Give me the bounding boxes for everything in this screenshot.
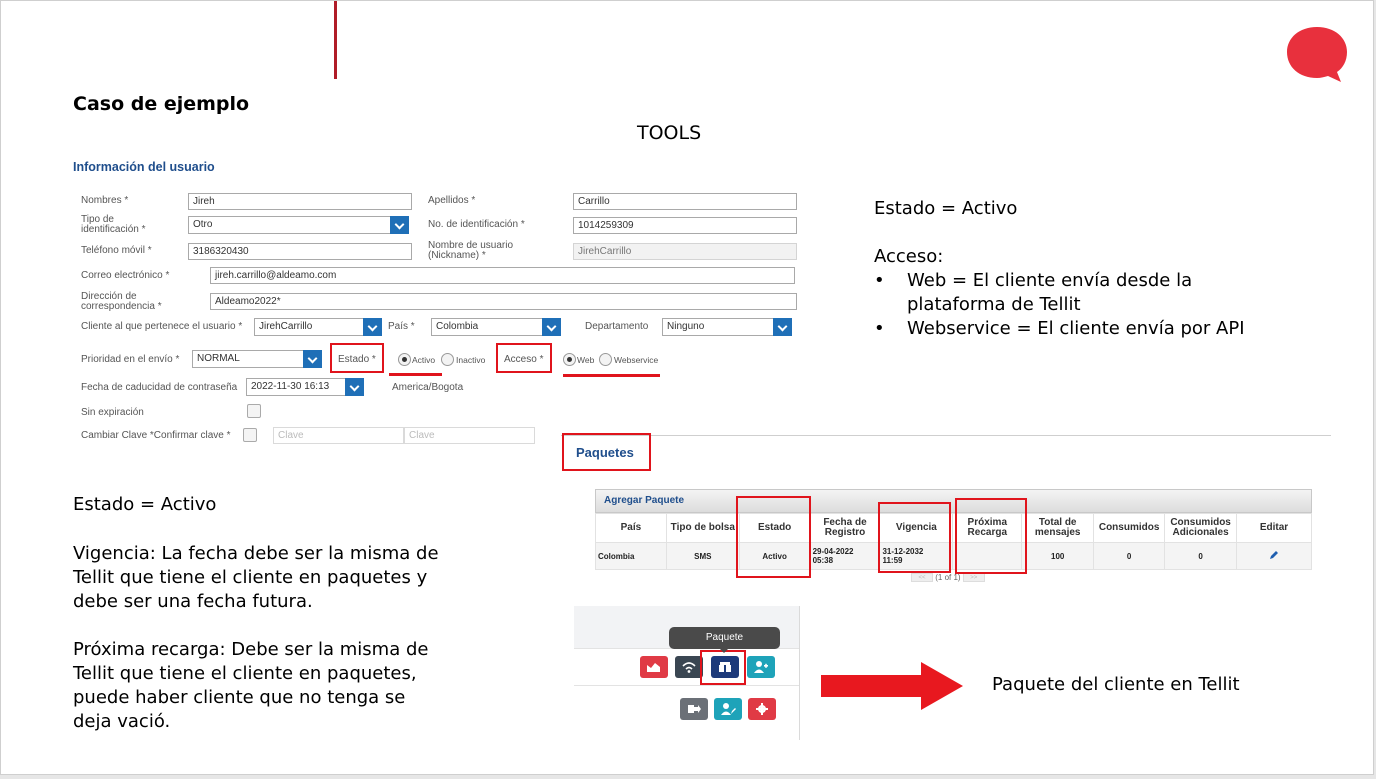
estado-col-highlight-box bbox=[736, 496, 811, 578]
cell-adicionales: 0 bbox=[1165, 543, 1237, 570]
paquete-button-highlight-box bbox=[700, 650, 746, 685]
chevron-down-icon bbox=[303, 350, 322, 368]
left-note-vigencia-3: debe ser una fecha futura. bbox=[73, 591, 313, 612]
departamento-value: Ninguno bbox=[667, 321, 705, 332]
prioridad-value: NORMAL bbox=[197, 353, 240, 364]
left-note-proxima-1: Próxima recarga: Debe ser la misma de bbox=[73, 639, 429, 660]
bullet: • bbox=[874, 270, 885, 291]
fecha-caducidad-label: Fecha de caducidad de contraseña bbox=[81, 382, 238, 393]
edit-user-button[interactable] bbox=[714, 698, 742, 720]
column-header: País bbox=[596, 514, 667, 543]
logout-icon bbox=[686, 702, 702, 716]
bullet: • bbox=[874, 318, 885, 339]
left-note-vigencia-2: Tellit que tiene el cliente en paquetes y bbox=[73, 567, 428, 588]
cell-estado: Activo bbox=[739, 543, 810, 570]
departamento-label: Departamento bbox=[585, 321, 649, 332]
column-header: Total de mensajes bbox=[1022, 514, 1094, 543]
acceso-underline bbox=[563, 374, 660, 377]
paquetes-table bbox=[595, 513, 1312, 570]
chevron-down-icon bbox=[363, 318, 382, 336]
action-buttons-panel bbox=[574, 606, 800, 734]
gear-icon bbox=[754, 702, 770, 716]
right-arrow-icon bbox=[821, 662, 963, 710]
cell-vigencia: 31-12-2032 11:59 bbox=[880, 543, 953, 570]
acceso-web-label: Web bbox=[577, 355, 595, 365]
speech-bubble-logo-icon bbox=[1285, 25, 1349, 83]
acceso-label: Acceso * bbox=[504, 354, 544, 365]
chart-button[interactable] bbox=[640, 656, 668, 678]
correo-input[interactable]: jireh.carrillo@aldeamo.com bbox=[210, 267, 795, 284]
cell-pais: Colombia bbox=[596, 543, 667, 570]
logout-button[interactable] bbox=[680, 698, 708, 720]
left-note-proxima-4: deja vació. bbox=[73, 711, 171, 732]
right-note-webservice: Webservice = El cliente envía por API bbox=[907, 318, 1245, 339]
pais-select[interactable] bbox=[431, 318, 561, 336]
pager-prev-button[interactable]: << bbox=[911, 573, 933, 582]
acceso-web-radio[interactable] bbox=[563, 353, 576, 366]
column-header: Próxima Recarga bbox=[953, 514, 1022, 543]
sin-expiracion-label: Sin expiración bbox=[81, 407, 144, 418]
arrow-caption: Paquete del cliente en Tellit bbox=[992, 674, 1240, 695]
tipo-id-value: Otro bbox=[193, 219, 213, 230]
chevron-down-icon bbox=[345, 378, 364, 396]
correo-label: Correo electrónico * bbox=[81, 270, 170, 281]
apellidos-label: Apellidos * bbox=[428, 195, 476, 206]
cell-total: 100 bbox=[1022, 543, 1094, 570]
clave-input[interactable]: Clave bbox=[273, 427, 404, 444]
wifi-button[interactable] bbox=[675, 656, 703, 678]
edit-user-icon bbox=[720, 702, 736, 716]
cell-fecha-registro: 29-04-2022 05:38 bbox=[810, 543, 880, 570]
vigencia-col-highlight-box bbox=[878, 502, 951, 573]
chart-icon bbox=[646, 660, 662, 674]
column-header: Fecha de Registro bbox=[810, 514, 880, 543]
panel-vertical-separator bbox=[799, 606, 800, 740]
prioridad-select[interactable] bbox=[192, 350, 322, 368]
estado-inactivo-label: Inactivo bbox=[456, 355, 486, 365]
acceso-webservice-radio[interactable] bbox=[599, 353, 612, 366]
slide-title: Caso de ejemplo bbox=[73, 93, 250, 115]
cell-consumidos: 0 bbox=[1094, 543, 1165, 570]
pais-label: País * bbox=[388, 321, 415, 332]
prioridad-label: Prioridad en el envío * bbox=[81, 354, 180, 365]
cliente-label: Cliente al que pertenece el usuario * bbox=[81, 321, 243, 332]
left-note-vigencia-1: Vigencia: La fecha debe ser la misma de bbox=[73, 543, 439, 564]
table-header-row bbox=[596, 514, 1312, 543]
chevron-down-icon bbox=[542, 318, 561, 336]
column-header: Vigencia bbox=[880, 514, 953, 543]
fecha-caducidad-picker[interactable] bbox=[246, 378, 364, 396]
sin-expiracion-checkbox[interactable] bbox=[247, 404, 261, 418]
cambiar-clave-checkbox[interactable] bbox=[243, 428, 257, 442]
table-row bbox=[596, 543, 1312, 570]
right-note-web-1: Web = El cliente envía desde la bbox=[907, 270, 1193, 291]
paquetes-title: Paquetes bbox=[576, 445, 634, 460]
chevron-down-icon bbox=[390, 216, 409, 234]
estado-underline bbox=[389, 373, 442, 376]
cliente-select[interactable] bbox=[254, 318, 382, 336]
column-header: Consumidos bbox=[1094, 514, 1165, 543]
column-header: Editar bbox=[1237, 514, 1312, 543]
left-note-proxima-2: Tellit que tiene el cliente en paquetes, bbox=[73, 663, 417, 684]
settings-button[interactable] bbox=[748, 698, 776, 720]
paquete-tooltip: Paquete bbox=[669, 627, 780, 649]
paquetes-divider bbox=[561, 435, 1331, 436]
no-id-label: No. de identificación * bbox=[428, 219, 525, 230]
panel-separator bbox=[574, 685, 800, 686]
estado-inactivo-radio[interactable] bbox=[441, 353, 454, 366]
nombres-label: Nombres * bbox=[81, 195, 129, 206]
direccion-label-2: correspondencia * bbox=[81, 301, 162, 312]
estado-activo-radio[interactable] bbox=[398, 353, 411, 366]
telefono-label: Teléfono móvil * bbox=[81, 245, 152, 256]
direccion-label-1: Dirección de bbox=[81, 291, 137, 302]
estado-activo-label: Activo bbox=[412, 355, 436, 365]
tipo-id-label-1: Tipo de bbox=[81, 214, 114, 225]
add-user-icon bbox=[753, 660, 769, 674]
tipo-id-label-2: identificación * bbox=[81, 224, 146, 235]
right-note-estado: Estado = Activo bbox=[874, 198, 1018, 219]
divider-line bbox=[334, 1, 337, 79]
slide-subtitle: TOOLS bbox=[637, 122, 702, 144]
right-note-web-2: plataforma de Tellit bbox=[907, 294, 1081, 315]
departamento-select[interactable] bbox=[662, 318, 792, 336]
confirmar-clave-input[interactable]: Clave bbox=[404, 427, 535, 444]
estado-label: Estado * bbox=[338, 354, 376, 365]
form-section-title: Información del usuario bbox=[73, 160, 215, 174]
chevron-down-icon bbox=[773, 318, 792, 336]
pais-value: Colombia bbox=[436, 321, 479, 332]
pager-text: (1 of 1) bbox=[935, 573, 961, 582]
right-note-acceso: Acceso: bbox=[874, 246, 944, 267]
apellidos-input[interactable]: Carrillo bbox=[573, 193, 797, 210]
table-pager bbox=[911, 573, 985, 582]
agregar-paquete-bar bbox=[595, 489, 1312, 513]
telefono-input[interactable]: 3186320430 bbox=[188, 243, 412, 260]
nickname-input: JirehCarrillo bbox=[573, 243, 797, 260]
cell-tipo: SMS bbox=[666, 543, 739, 570]
nombres-input[interactable]: Jireh bbox=[188, 193, 412, 210]
proxima-col-highlight-box bbox=[955, 498, 1027, 574]
tipo-id-select[interactable] bbox=[188, 216, 409, 234]
nickname-label-2: (Nickname) * bbox=[428, 250, 486, 261]
column-header: Tipo de bolsa bbox=[666, 514, 739, 543]
pager-next-button[interactable]: >> bbox=[963, 573, 985, 582]
pencil-icon[interactable] bbox=[1268, 549, 1280, 561]
agregar-paquete-link[interactable]: Agregar Paquete bbox=[604, 495, 685, 506]
column-header: Estado bbox=[739, 514, 810, 543]
wifi-icon bbox=[681, 660, 697, 674]
cliente-value: JirehCarrillo bbox=[259, 321, 313, 332]
acceso-webservice-label: Webservice bbox=[614, 355, 659, 365]
fecha-caducidad-value: 2022-11-30 16:13 bbox=[251, 381, 330, 392]
nickname-label-1: Nombre de usuario bbox=[428, 240, 514, 251]
cambiar-clave-label: Cambiar Clave *Confirmar clave * bbox=[81, 430, 231, 441]
column-header: Consumidos Adicionales bbox=[1165, 514, 1237, 543]
no-id-input[interactable]: 1014259309 bbox=[573, 217, 797, 234]
timezone-label: America/Bogota bbox=[392, 382, 464, 393]
cell-editar[interactable] bbox=[1237, 543, 1312, 570]
left-note-proxima-3: puede haber cliente que no tenga se bbox=[73, 687, 406, 708]
direccion-input[interactable]: Aldeamo2022* bbox=[210, 293, 797, 310]
add-user-button[interactable] bbox=[747, 656, 775, 678]
left-note-estado: Estado = Activo bbox=[73, 494, 217, 515]
